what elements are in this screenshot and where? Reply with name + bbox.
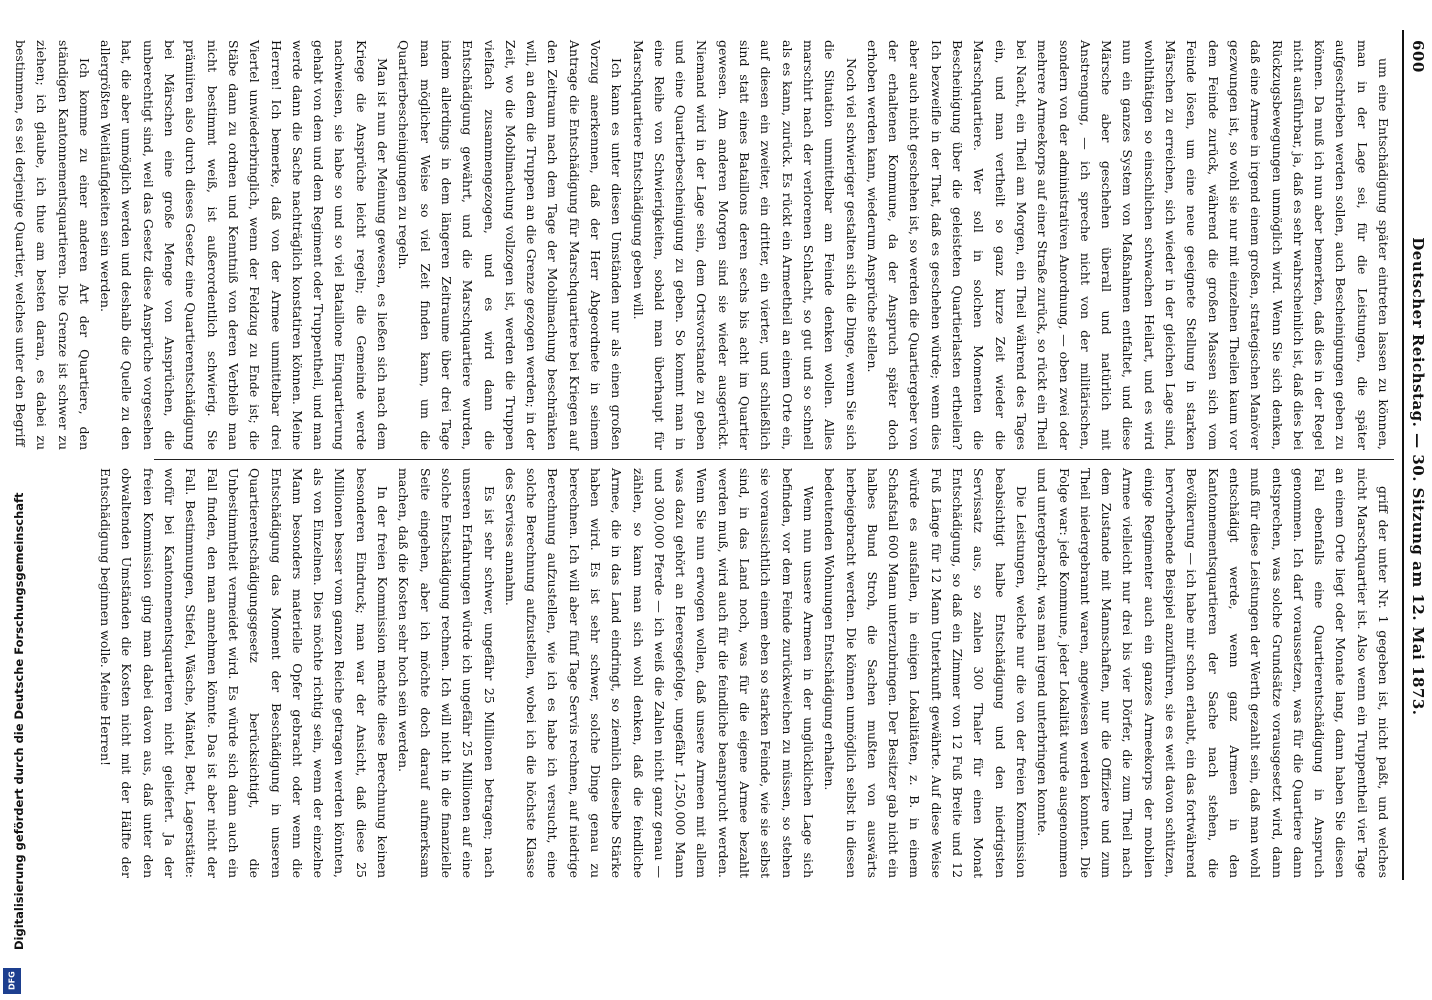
paragraph: Es ist sehr schwer, ungefähr 25 Millionen betragen; nach unseren Erfahrungen würde ich ungefähr 25 Millionen auf eine solche Entschädigung rechnen. Ich will nicht in die finanzielle Seite eingehen, aber ich möchte doch darauf aufmerksam machen, daß die Kosten sehr hoch sein werden. bbox=[396, 468, 497, 878]
left-column bbox=[13, 40, 1394, 450]
paragraph: Noch viel schwieriger gestalten sich die Dinge, wenn Sie sich die Situation unmittelbar am Feinde denken wollen. Alles marschirt nach der verlorenen Schlacht, so gut und so schnell als es kann, zurück. Es rückt ein Armeetheil an einem Orte ein, auf diesen ein zweiter, ein dritter, ein vierter, und schließlich sind statt eines Bataillons deren sechs bis acht im Quartier gewesen. Am anderen Morgen sind sie wieder ausgerückt. Niemand wird in der Lage sein, dem Ortsvorstande zu geben und eine Quartierbescheinigung zu geben. So kommt man in eine Reihe von Schwierigkeiten, sobald man überhaupt für Marschquartiere Entschädigung geben will. bbox=[630, 40, 859, 450]
paragraph: griff der unter Nr. 1 gegeben ist, nicht paßt, und welches nicht Marschquartier ist. Also wenn ein Truppentheil vier Tage an einem Orte liegt oder Monate lang, dann haben Sie diesen Fall ebenfalls eine Quartierentschädigung in Anspruch genommen. Ich darf voraussetzen, was für die Quartiere dann entsprechen, was solche Grundsätze vorausgesetzt wird, dann muß für diese Leistungen der Werth gezahlt sein, daß man wohl entschädigt werde, wenn ganz Armeen in den Kantonnementsquartieren der Sache nach stehen, die Bevölkerung — ich habe mir schon erlaubt, ein das fortwährend hervorhebende Beispiel anzuführen, sie es weit davon schützen, einige Regimenter auch ein ganzes Armeekorps der mobilen Armee vielleicht nur drei bis vier Dörfer, die zum Theil nach dem Zustande mit Mannschaften, nur die Offiziere und zum Theil niedergebrannt waren, angewiesen werden konnten. Die Folge war: jede Kommune, jeder Lokalität wurde ausgenommen und untergebracht, was man irgend unterbringen konnte. bbox=[1035, 468, 1391, 878]
paragraph: Ich kann es unter diesen Umständen nur als einen großen Vorzug anerkennen, daß der Herr Abgeordnete in seinem Antrage die Entschädigung für Marschquartiere bei Kriegen auf den Zeitraum nach dem Tage der Mobilmachung beschränken will, an dem die Truppen an die Grenze gezogen werden; in der Zeit, wo die Mobilmachung vollzogen ist, werden die Truppen vielfach zusammengezogen, und es wird dann die Entschädigung gewährt, und die Marschquartiere wurden, indem allerdings in dem längeren Zeitraume über drei Tage man möglicher Weise so viel Zeit finden kann, um die Quartierbescheinigungen zu regeln. bbox=[396, 40, 625, 450]
running-title: Deutscher Reichstag. — 30. Sitzung am 12. Mai 1873. bbox=[1409, 237, 1427, 716]
right-column bbox=[98, 468, 1394, 878]
page-number: 600 bbox=[1409, 40, 1427, 73]
paragraph: Die Leistungen, welche nur die von der freien Kommission beabsichtigt halbe Entschädigung und den niedrigsten Servissatz aus, so zahlen 300 Thaler für einen Monat Entschädigung, so daß ein Zimmer von 12 Fuß Breite und 12 Fuß Länge für 12 Mann Unterkunft gewährte. Auf diese Weise würde es ausfallen, in einigen Lokalitäten, z. B. in einem Schafstall 600 Mann unterzubringen. Der Besitzer gab nicht ein halbes Bund Stroh, die Sachen mußten von auswärts herbeigebracht werden. Die können unmöglich selbst in diesen bedeutenden Wohnungen Entschädigung erhalten. bbox=[822, 468, 1029, 878]
digitization-note: Digitalisierung gefördert durch die Deutsche Forschungsgemeinschaft bbox=[12, 492, 26, 950]
running-head bbox=[1406, 40, 1430, 880]
paragraph: um eine Entschädigung später eintreten lassen zu können, man in der Lage sei, für die Leistungen, die später aufgeschrieben werden sollen, auch Bescheinigungen geben zu können. Da muß ich nun aber bemerken, daß dies in der Regel nicht ausführbar, ja, daß es sehr wahrscheinlich ist, daß dies bei Rückzugsbewegungen unmöglich wird. Wenn Sie sich denken, daß eine Armee in irgend einem großen, strategischen Manöver gezwungen ist, so wohl sie nur mit einzelnen Theilen kaum vor dem Feinde zurück, während die großen Massen sich vom Feinde lösen, um eine neue geeignete Stellung in starken Märschen zu erreichen, sich wieder in der gleichen Lage sind, wohlthätigen so einschlichen schwachen Heilart, und es wird nun ein ganzes System von Maßnahmen entfaltet, und diese Märsche aber geschehen überall und natürlich mit Anstrengung, — ich spreche nicht von der militärischen, sondern von der administrativen Anordnung, — oben zwei oder mehrere Armeekorps auf einer Straße zurück, so rückt ein Theil bei Nacht, ein Theil am Morgen, ein Theil während des Tages ein, und man vertheilt so ganz kurze Zeit wieder die Marschquartiere. Wer soll in solchen Momenten die Bescheinigung über die geleisteten Quartierlasten ertheilen? Ich bezweifle in der That, daß es geschehen würde; wenn dies aber auch nicht geschehen ist, so werden die Quartiergeber von der erhaltenen Kommune, da der Anspruch später doch erhoben werden kann, wiederum Ansprüche stellen. bbox=[864, 40, 1391, 450]
paragraph: Ich komme zu einer anderen Art der Quartiere, den ständigen Kantonnementsquartieren. Die Grenze ist schwer zu ziehen; ich glaube, ich thue am besten daran, es dabei zu bestimmen, es sei derjenige Quartier, welches unter den Begriff bbox=[13, 40, 92, 450]
header-rule bbox=[1402, 30, 1404, 880]
paragraph: Wenn nun unsere Armeen in der unglücklichen Lage sich befinden, vor dem Feinde zurückweichen zu müssen, so stehen sie voraussichtlich einem eben so starken Feinde, wie sie selbst sind, in das Land noch, was für die eigene Armee bezahlt werden muß, wird auch für die feindliche beansprucht werden. Wenn Sie nun erwogen wollen, daß unsere Armeen mit allem was dazu gehört an Heeresgefolge, ungefähr 1,250,000 Mann und 300,000 Pferde — ich weiß die Zahlen nicht ganz genau — zählen, so kann man sich wohl denken, daß die feindliche Armee, die in das Land eindringt, so ziemlich dieselbe Stärke haben wird. Es ist sehr schwer, solche Dinge genau zu berechnen. Ich will aber fünf Tage Servis rechnen, auf niedrige Berechnung aufzustellen, wie ich es habe ich versucht, eine solche Berechnung aufzustellen, wobei ich die höchste Klasse des Servises annahm. bbox=[502, 468, 816, 878]
dfg-logo: DFG bbox=[3, 968, 21, 994]
paragraph: Man ist nun der Meinung gewesen, es ließen sich nach dem Kriege die Ansprüche leicht regeln; die Gemeinde werde nachweisen, sie habe so und so viel Bataillone Einquartierung gehabt von dem und dem Regiment oder Truppentheil, und man werde dann die Sache nachträglich konstatiren können. Meine Herren! Ich bemerke, daß von der Armee unmittelbar drei Viertel unwiederbringlich, wenn der Feldzug zu Ende ist; die Stäbe dann zu ordnen und Kenntniß von deren Verbleib man nicht bestimmt weiß, ist außerordentlich schwierig. Sie prämiiren also durch dieses Gesetz eine Quartierentschädigung bei Märschen eine große Menge von Ansprüchen, die unberechtigt sind, weil das Gesetz diese Ansprüche vorgesehen hat, die aber unmöglich werden und deshalb die Quelle zu den allergrößten Weitläufigkeiten sein werden. bbox=[98, 40, 391, 450]
column-divider bbox=[154, 459, 1394, 460]
paragraph: In der freien Kommission machte diese Berechnung keinen besonderen Eindruck; man war der Ansicht, daß diese 25 Millionen besser vom ganzen Reiche getragen werden könnten, als von Einzelnen. Dies möchte richtig sein, wenn der einzelne Mann besonders materielle Opfer gebracht oder wenn die Entschädigung das Moment der Beschädigung in unseren Quartierentschädigungsgesetz berücksichtigt, die Unbestimmtheit vermeidet wird. Es würde sich dann auch ein Fall finden, den man annehmen könnte. Das ist aber nicht der Fall. Bestimmungen, Stiefel, Wäsche, Mäntel, Bett, Lagerstätte: wofür bei Kantonnementsquartieren nicht geliefert. Ja der freien Kommission ging man dabei davon aus, daß unter den obwaltenden Umständen die Kosten nicht mit der Hälfte der Entschädigung beginnen wolle. Meine Herren! bbox=[98, 468, 391, 878]
